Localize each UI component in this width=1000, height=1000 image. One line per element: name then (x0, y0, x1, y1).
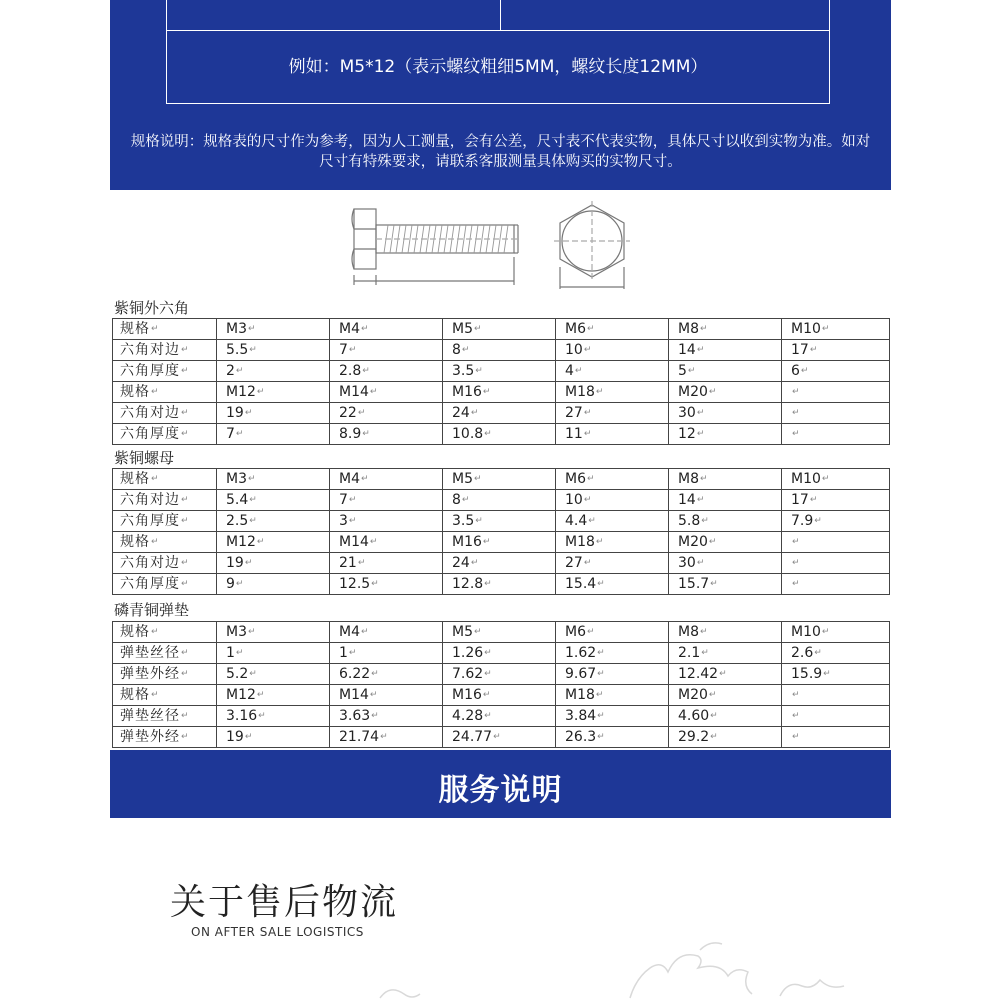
table-row (113, 424, 890, 445)
service-title: 服务说明 (438, 773, 563, 808)
table-row (113, 340, 890, 361)
value-cell: 6.22↵ (330, 664, 443, 685)
value-cell: 27↵ (556, 553, 669, 574)
value-cell: M16↵ (443, 685, 556, 706)
value-cell: M10↵ (782, 469, 890, 490)
table-row (113, 622, 890, 643)
value-cell: 14↵ (669, 340, 782, 361)
value-cell: 22↵ (330, 403, 443, 424)
row-label-cell: 六角厚度↵ (113, 511, 217, 532)
table-title-nut: 紫铜螺母 (114, 449, 175, 467)
table-row (113, 664, 890, 685)
value-cell: M10↵ (782, 319, 890, 340)
value-cell: 5↵ (669, 361, 782, 382)
value-cell: 24↵ (443, 553, 556, 574)
value-cell: 5.4↵ (217, 490, 330, 511)
value-cell: 30↵ (669, 403, 782, 424)
value-cell: 9↵ (217, 574, 330, 595)
row-label-cell: 六角对边↵ (113, 403, 217, 424)
value-cell: 2.6↵ (782, 643, 890, 664)
value-cell: ↵ (782, 727, 890, 748)
row-label-cell: 弹垫外经↵ (113, 664, 217, 685)
value-cell: 8↵ (443, 340, 556, 361)
top-banner (110, 0, 891, 190)
table-row (113, 706, 890, 727)
value-cell: M14↵ (330, 532, 443, 553)
value-cell: M12↵ (217, 685, 330, 706)
value-cell: 26.3↵ (556, 727, 669, 748)
row-label-cell: 弹垫丝径↵ (113, 706, 217, 727)
spec-table-hex-bolt (112, 318, 890, 445)
value-cell: 6↵ (782, 361, 890, 382)
spec-table-nut (112, 468, 890, 595)
value-cell: M12↵ (217, 532, 330, 553)
value-cell: M5↵ (443, 469, 556, 490)
value-cell: 4.28↵ (443, 706, 556, 727)
value-cell: ↵ (782, 685, 890, 706)
value-cell: 5.5↵ (217, 340, 330, 361)
row-label-cell: 六角对边↵ (113, 553, 217, 574)
value-cell: 1↵ (330, 643, 443, 664)
table-row (113, 361, 890, 382)
value-cell: 24.77↵ (443, 727, 556, 748)
value-cell: 9.67↵ (556, 664, 669, 685)
table-row (113, 553, 890, 574)
service-banner (110, 750, 891, 818)
value-cell: 3.5↵ (443, 361, 556, 382)
table-row (113, 319, 890, 340)
table-title-hex-bolt: 紫铜外六角 (114, 299, 190, 317)
value-cell: 11↵ (556, 424, 669, 445)
value-cell: M5↵ (443, 319, 556, 340)
row-label-cell: 六角对边↵ (113, 340, 217, 361)
value-cell: M18↵ (556, 685, 669, 706)
value-cell: 5.8↵ (669, 511, 782, 532)
value-cell: ↵ (782, 424, 890, 445)
table-row (113, 490, 890, 511)
value-cell: 12.42↵ (669, 664, 782, 685)
table-row (113, 532, 890, 553)
value-cell: 1↵ (217, 643, 330, 664)
after-sale-title: 关于售后物流 (170, 882, 399, 923)
table-row (113, 511, 890, 532)
value-cell: ↵ (782, 706, 890, 727)
row-label-cell: 规格↵ (113, 622, 217, 643)
table-row (113, 685, 890, 706)
value-cell: ↵ (782, 382, 890, 403)
table-row (113, 469, 890, 490)
value-cell: 21↵ (330, 553, 443, 574)
value-cell: 5.2↵ (217, 664, 330, 685)
value-cell: 1.62↵ (556, 643, 669, 664)
row-label-cell: 六角厚度↵ (113, 574, 217, 595)
table-row (113, 382, 890, 403)
value-cell: M14↵ (330, 685, 443, 706)
value-cell: M20↵ (669, 532, 782, 553)
value-cell: M8↵ (669, 319, 782, 340)
value-cell: ↵ (782, 574, 890, 595)
value-cell: 2.8↵ (330, 361, 443, 382)
value-cell: 12↵ (669, 424, 782, 445)
value-cell: 4.4↵ (556, 511, 669, 532)
value-cell: M6↵ (556, 469, 669, 490)
value-cell: 14↵ (669, 490, 782, 511)
value-cell: 3.63↵ (330, 706, 443, 727)
value-cell: 10.8↵ (443, 424, 556, 445)
value-cell: M14↵ (330, 382, 443, 403)
table-title-spring-washer: 磷青铜弹垫 (114, 601, 190, 619)
row-label-cell: 六角厚度↵ (113, 424, 217, 445)
table-row (113, 403, 890, 424)
value-cell: 15.4↵ (556, 574, 669, 595)
value-cell: 21.74↵ (330, 727, 443, 748)
value-cell: 29.2↵ (669, 727, 782, 748)
row-label-cell: 规格↵ (113, 469, 217, 490)
value-cell: ↵ (782, 403, 890, 424)
value-cell: 4↵ (556, 361, 669, 382)
example-text: 例如：M5*12（表示螺纹粗细5MM，螺纹长度12MM） (288, 57, 708, 77)
value-cell: M3↵ (217, 469, 330, 490)
value-cell: ↵ (782, 553, 890, 574)
value-cell: 27↵ (556, 403, 669, 424)
value-cell: 19↵ (217, 553, 330, 574)
value-cell: 7↵ (217, 424, 330, 445)
value-cell: 8↵ (443, 490, 556, 511)
spec-table-spring-washer (112, 621, 890, 748)
value-cell: M20↵ (669, 685, 782, 706)
table-row (113, 574, 890, 595)
value-cell: M18↵ (556, 532, 669, 553)
value-cell: 7.62↵ (443, 664, 556, 685)
value-cell: M3↵ (217, 622, 330, 643)
value-cell: 10↵ (556, 340, 669, 361)
example-box-top-row (167, 0, 829, 31)
value-cell: M6↵ (556, 622, 669, 643)
value-cell: 4.60↵ (669, 706, 782, 727)
value-cell: 7↵ (330, 340, 443, 361)
value-cell: 3.5↵ (443, 511, 556, 532)
value-cell: M4↵ (330, 319, 443, 340)
value-cell: 17↵ (782, 340, 890, 361)
value-cell: 3↵ (330, 511, 443, 532)
value-cell: 7.9↵ (782, 511, 890, 532)
value-cell: 2.1↵ (669, 643, 782, 664)
value-cell: M8↵ (669, 469, 782, 490)
value-cell: 3.84↵ (556, 706, 669, 727)
value-cell: 10↵ (556, 490, 669, 511)
value-cell: M5↵ (443, 622, 556, 643)
after-sale-subtitle: ON AFTER SALE LOGISTICS (191, 925, 364, 939)
example-box (166, 0, 830, 104)
row-label-cell: 六角厚度↵ (113, 361, 217, 382)
value-cell: 2↵ (217, 361, 330, 382)
value-cell: 15.9↵ (782, 664, 890, 685)
value-cell: M6↵ (556, 319, 669, 340)
value-cell: 2.5↵ (217, 511, 330, 532)
row-label-cell: 弹垫丝径↵ (113, 643, 217, 664)
value-cell: 7↵ (330, 490, 443, 511)
value-cell: 30↵ (669, 553, 782, 574)
value-cell: 12.5↵ (330, 574, 443, 595)
value-cell: M4↵ (330, 469, 443, 490)
value-cell: 19↵ (217, 403, 330, 424)
spec-note: 规格说明：规格表的尺寸作为参考，因为人工测量，会有公差，尺寸表不代表实物，具体尺寸以收到实物为准。如对尺寸有特殊要求，请联系客服测量具体购买的实物尺寸。 (130, 134, 871, 170)
value-cell: M3↵ (217, 319, 330, 340)
row-label-cell: 六角对边↵ (113, 490, 217, 511)
value-cell: 15.7↵ (669, 574, 782, 595)
value-cell: M8↵ (669, 622, 782, 643)
row-label-cell: 弹垫外经↵ (113, 727, 217, 748)
value-cell: M4↵ (330, 622, 443, 643)
row-label-cell: 规格↵ (113, 532, 217, 553)
value-cell: 19↵ (217, 727, 330, 748)
value-cell: 8.9↵ (330, 424, 443, 445)
row-label-cell: 规格↵ (113, 319, 217, 340)
row-label-cell: 规格↵ (113, 382, 217, 403)
row-label-cell: 规格↵ (113, 685, 217, 706)
value-cell: M16↵ (443, 382, 556, 403)
value-cell: 12.8↵ (443, 574, 556, 595)
value-cell: ↵ (782, 532, 890, 553)
value-cell: 17↵ (782, 490, 890, 511)
value-cell: 24↵ (443, 403, 556, 424)
hex-bolt-drawing (340, 197, 650, 297)
value-cell: M18↵ (556, 382, 669, 403)
table-row (113, 643, 890, 664)
table-row (113, 727, 890, 748)
value-cell: M12↵ (217, 382, 330, 403)
value-cell: M16↵ (443, 532, 556, 553)
value-cell: 1.26↵ (443, 643, 556, 664)
value-cell: 3.16↵ (217, 706, 330, 727)
map-outline-decoration (360, 930, 920, 1000)
value-cell: M10↵ (782, 622, 890, 643)
value-cell: M20↵ (669, 382, 782, 403)
